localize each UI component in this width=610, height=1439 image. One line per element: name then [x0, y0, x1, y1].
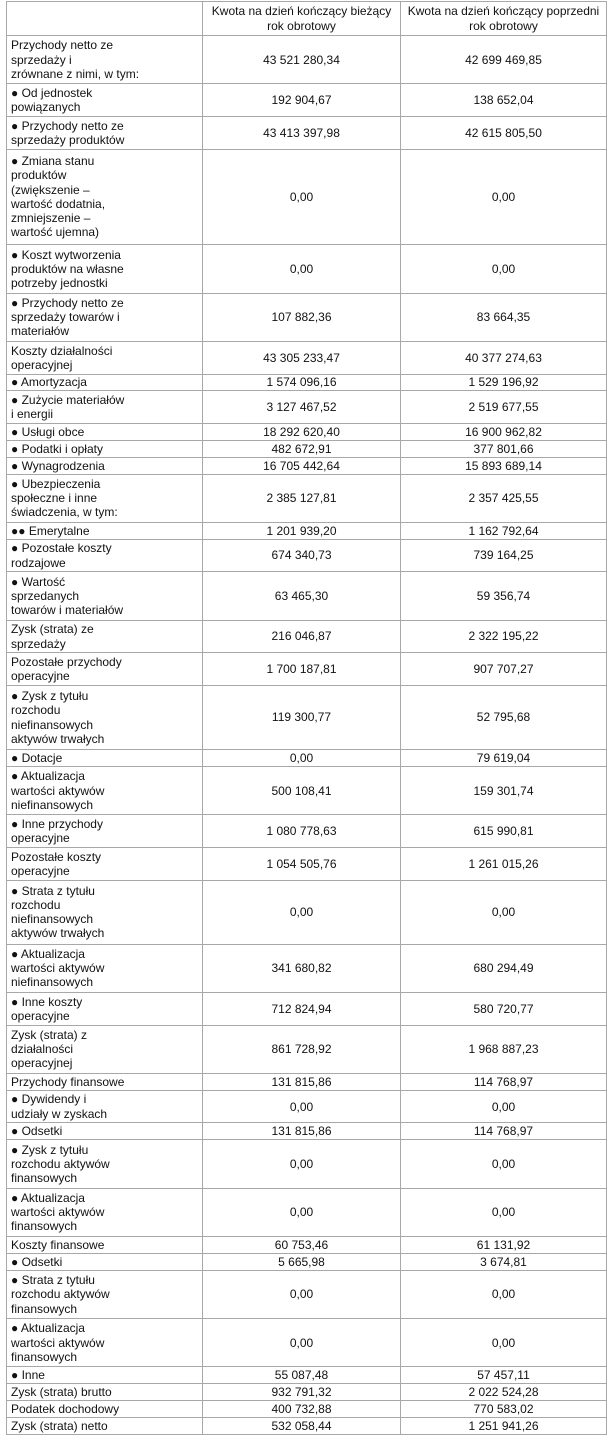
table-row — [7, 1090, 607, 1123]
row-value-current: 861 728,92 — [203, 1025, 401, 1073]
row-value-current: 0,00 — [203, 1188, 401, 1236]
table-row — [7, 1123, 607, 1140]
row-value-previous: 0,00 — [401, 880, 607, 944]
row-value-previous: 1 261 015,26 — [401, 847, 607, 880]
row-label: ● Aktualizacja wartości aktywów finansowych — [7, 1188, 203, 1236]
row-label: ● Odsetki — [7, 1253, 203, 1270]
row-value-current: 107 882,36 — [203, 293, 401, 341]
table-row — [7, 1025, 607, 1073]
row-label: Podatek dochodowy — [7, 1401, 203, 1418]
row-label: ● Odsetki — [7, 1123, 203, 1140]
row-value-previous: 59 356,74 — [401, 572, 607, 620]
row-label: ● Zmiana stanu produktów (zwiększenie – wartość dodatnia, zmniejszenie – wartość ujemna) — [7, 149, 203, 245]
row-value-current: 532 058,44 — [203, 1418, 401, 1435]
row-value-current: 674 340,73 — [203, 539, 401, 572]
table-row — [7, 539, 607, 572]
row-label: Koszty finansowe — [7, 1237, 203, 1254]
row-value-previous: 770 583,02 — [401, 1401, 607, 1418]
row-value-current: 482 672,91 — [203, 440, 401, 457]
table-row — [7, 293, 607, 341]
row-value-previous: 0,00 — [401, 1319, 607, 1367]
row-label: ● Pozostałe koszty rodzajowe — [7, 539, 203, 572]
row-value-current: 43 413 397,98 — [203, 116, 401, 149]
row-value-current: 1 700 187,81 — [203, 653, 401, 686]
row-value-current: 55 087,48 — [203, 1367, 401, 1384]
row-value-previous: 15 893 689,14 — [401, 457, 607, 474]
table-row — [7, 880, 607, 944]
row-value-previous: 2 322 195,22 — [401, 620, 607, 653]
row-label: ● Dywidendy i udziały w zyskach — [7, 1090, 203, 1123]
table-row — [7, 1237, 607, 1254]
row-label: ● Wartość sprzedanych towarów i materiałów — [7, 572, 203, 620]
row-value-current: 0,00 — [203, 1140, 401, 1188]
row-label: ● Zysk z tytułu rozchodu niefinansowych aktywów trwałych — [7, 685, 203, 749]
table-row — [7, 522, 607, 539]
header-current-year: Kwota na dzień kończący bieżący rok obrotowy — [203, 2, 401, 36]
row-value-previous: 0,00 — [401, 1140, 607, 1188]
row-value-current: 0,00 — [203, 245, 401, 293]
row-value-previous: 42 615 805,50 — [401, 116, 607, 149]
table-row — [7, 84, 607, 117]
row-value-previous: 377 801,66 — [401, 440, 607, 457]
row-value-previous: 0,00 — [401, 149, 607, 245]
row-label: Zysk (strata) netto — [7, 1418, 203, 1435]
row-value-current: 5 665,98 — [203, 1253, 401, 1270]
row-value-current: 0,00 — [203, 1270, 401, 1318]
row-value-previous: 2 519 677,55 — [401, 391, 607, 424]
row-value-previous: 0,00 — [401, 1090, 607, 1123]
table-row — [7, 341, 607, 374]
table-row — [7, 36, 607, 84]
row-value-current: 216 046,87 — [203, 620, 401, 653]
table-row — [7, 245, 607, 293]
row-label: ● Zużycie materiałów i energii — [7, 391, 203, 424]
row-value-previous: 680 294,49 — [401, 944, 607, 992]
table-row — [7, 847, 607, 880]
table-row — [7, 653, 607, 686]
row-value-current: 119 300,77 — [203, 685, 401, 749]
row-value-previous: 0,00 — [401, 245, 607, 293]
row-value-previous: 114 768,97 — [401, 1123, 607, 1140]
row-label: ● Inne przychody operacyjne — [7, 815, 203, 848]
row-value-previous: 1 162 792,64 — [401, 522, 607, 539]
header-previous-year: Kwota na dzień kończący poprzedni rok obrotowy — [401, 2, 607, 36]
row-value-previous: 61 131,92 — [401, 1237, 607, 1254]
row-label: ● Inne koszty operacyjne — [7, 992, 203, 1025]
table-row — [7, 391, 607, 424]
row-label: Zysk (strata) z działalności operacyjnej — [7, 1025, 203, 1073]
row-value-previous: 57 457,11 — [401, 1367, 607, 1384]
row-value-current: 0,00 — [203, 1319, 401, 1367]
table-row — [7, 1401, 607, 1418]
row-label: ● Zysk z tytułu rozchodu aktywów finansowych — [7, 1140, 203, 1188]
table-row — [7, 374, 607, 391]
row-value-previous: 1 251 941,26 — [401, 1418, 607, 1435]
row-label: Pozostałe przychody operacyjne — [7, 653, 203, 686]
row-value-current: 16 705 442,64 — [203, 457, 401, 474]
row-value-previous: 3 674,81 — [401, 1253, 607, 1270]
row-value-current: 1 080 778,63 — [203, 815, 401, 848]
row-value-previous: 0,00 — [401, 1270, 607, 1318]
row-value-previous: 2 357 425,55 — [401, 474, 607, 522]
table-row — [7, 815, 607, 848]
row-label: ● Strata z tytułu rozchodu niefinansowych aktywów trwałych — [7, 880, 203, 944]
row-value-previous: 159 301,74 — [401, 766, 607, 814]
row-value-current: 712 824,94 — [203, 992, 401, 1025]
row-label: ● Aktualizacja wartości aktywów finansowych — [7, 1319, 203, 1367]
row-value-current: 0,00 — [203, 1090, 401, 1123]
row-value-previous: 1 968 887,23 — [401, 1025, 607, 1073]
row-value-current: 400 732,88 — [203, 1401, 401, 1418]
row-value-previous: 0,00 — [401, 1188, 607, 1236]
row-label: ● Usługi obce — [7, 423, 203, 440]
row-value-current: 0,00 — [203, 750, 401, 767]
row-label: Przychody finansowe — [7, 1073, 203, 1090]
row-label: ● Strata z tytułu rozchodu aktywów finansowych — [7, 1270, 203, 1318]
table-row — [7, 1270, 607, 1318]
table-row — [7, 1367, 607, 1384]
row-value-current: 43 305 233,47 — [203, 341, 401, 374]
row-label: ● Przychody netto ze sprzedaży towarów i materiałów — [7, 293, 203, 341]
income-statement-table — [6, 1, 607, 1435]
header-label-cell — [7, 2, 203, 36]
row-value-current: 131 815,86 — [203, 1123, 401, 1140]
row-label: ● Aktualizacja wartości aktywów niefinansowych — [7, 944, 203, 992]
row-label: ● Inne — [7, 1367, 203, 1384]
row-value-previous: 42 699 469,85 — [401, 36, 607, 84]
row-value-current: 1 054 505,76 — [203, 847, 401, 880]
row-label: Zysk (strata) brutto — [7, 1384, 203, 1401]
row-label: Przychody netto ze sprzedaży i zrównane z nimi, w tym: — [7, 36, 203, 84]
row-value-current: 63 465,30 — [203, 572, 401, 620]
table-row — [7, 457, 607, 474]
table-row — [7, 1418, 607, 1435]
row-value-current: 3 127 467,52 — [203, 391, 401, 424]
row-label: ● Koszt wytworzenia produktów na własne potrzeby jednostki — [7, 245, 203, 293]
table-row — [7, 474, 607, 522]
table-row — [7, 620, 607, 653]
table-row — [7, 116, 607, 149]
table-row — [7, 440, 607, 457]
row-value-current: 60 753,46 — [203, 1237, 401, 1254]
row-label: ● Podatki i opłaty — [7, 440, 203, 457]
row-value-current: 500 108,41 — [203, 766, 401, 814]
row-label: ● Wynagrodzenia — [7, 457, 203, 474]
row-value-current: 1 201 939,20 — [203, 522, 401, 539]
row-value-previous: 114 768,97 — [401, 1073, 607, 1090]
row-value-current: 2 385 127,81 — [203, 474, 401, 522]
table-row — [7, 1253, 607, 1270]
table-row — [7, 685, 607, 749]
row-label: ● Dotacje — [7, 750, 203, 767]
row-label: ● Amortyzacja — [7, 374, 203, 391]
row-value-previous: 40 377 274,63 — [401, 341, 607, 374]
row-value-previous: 79 619,04 — [401, 750, 607, 767]
row-label: ● Przychody netto ze sprzedaży produktów — [7, 116, 203, 149]
row-label: ●● Emerytalne — [7, 522, 203, 539]
table-row — [7, 149, 607, 245]
row-label: Koszty działalności operacyjnej — [7, 341, 203, 374]
table-row — [7, 1188, 607, 1236]
row-value-previous: 138 652,04 — [401, 84, 607, 117]
row-label: Pozostałe koszty operacyjne — [7, 847, 203, 880]
row-value-current: 43 521 280,34 — [203, 36, 401, 84]
row-value-previous: 83 664,35 — [401, 293, 607, 341]
table-row — [7, 750, 607, 767]
row-value-previous: 2 022 524,28 — [401, 1384, 607, 1401]
header-row — [7, 2, 607, 36]
row-label: ● Aktualizacja wartości aktywów niefinansowych — [7, 766, 203, 814]
row-label: Zysk (strata) ze sprzedaży — [7, 620, 203, 653]
row-value-previous: 1 529 196,92 — [401, 374, 607, 391]
table-row — [7, 572, 607, 620]
row-value-current: 0,00 — [203, 149, 401, 245]
row-value-previous: 52 795,68 — [401, 685, 607, 749]
table-row — [7, 944, 607, 992]
table-row — [7, 423, 607, 440]
row-value-current: 1 574 096,16 — [203, 374, 401, 391]
row-value-previous: 580 720,77 — [401, 992, 607, 1025]
row-value-current: 192 904,67 — [203, 84, 401, 117]
row-label: ● Ubezpieczenia społeczne i inne świadczenia, w tym: — [7, 474, 203, 522]
row-value-current: 18 292 620,40 — [203, 423, 401, 440]
row-value-previous: 16 900 962,82 — [401, 423, 607, 440]
table-row — [7, 1073, 607, 1090]
row-value-previous: 615 990,81 — [401, 815, 607, 848]
table-row — [7, 1140, 607, 1188]
row-label: ● Od jednostek powiązanych — [7, 84, 203, 117]
row-value-current: 131 815,86 — [203, 1073, 401, 1090]
row-value-current: 0,00 — [203, 880, 401, 944]
row-value-current: 932 791,32 — [203, 1384, 401, 1401]
row-value-previous: 907 707,27 — [401, 653, 607, 686]
table-row — [7, 1319, 607, 1367]
table-row — [7, 1384, 607, 1401]
row-value-previous: 739 164,25 — [401, 539, 607, 572]
table-row — [7, 766, 607, 814]
table-row — [7, 992, 607, 1025]
row-value-current: 341 680,82 — [203, 944, 401, 992]
